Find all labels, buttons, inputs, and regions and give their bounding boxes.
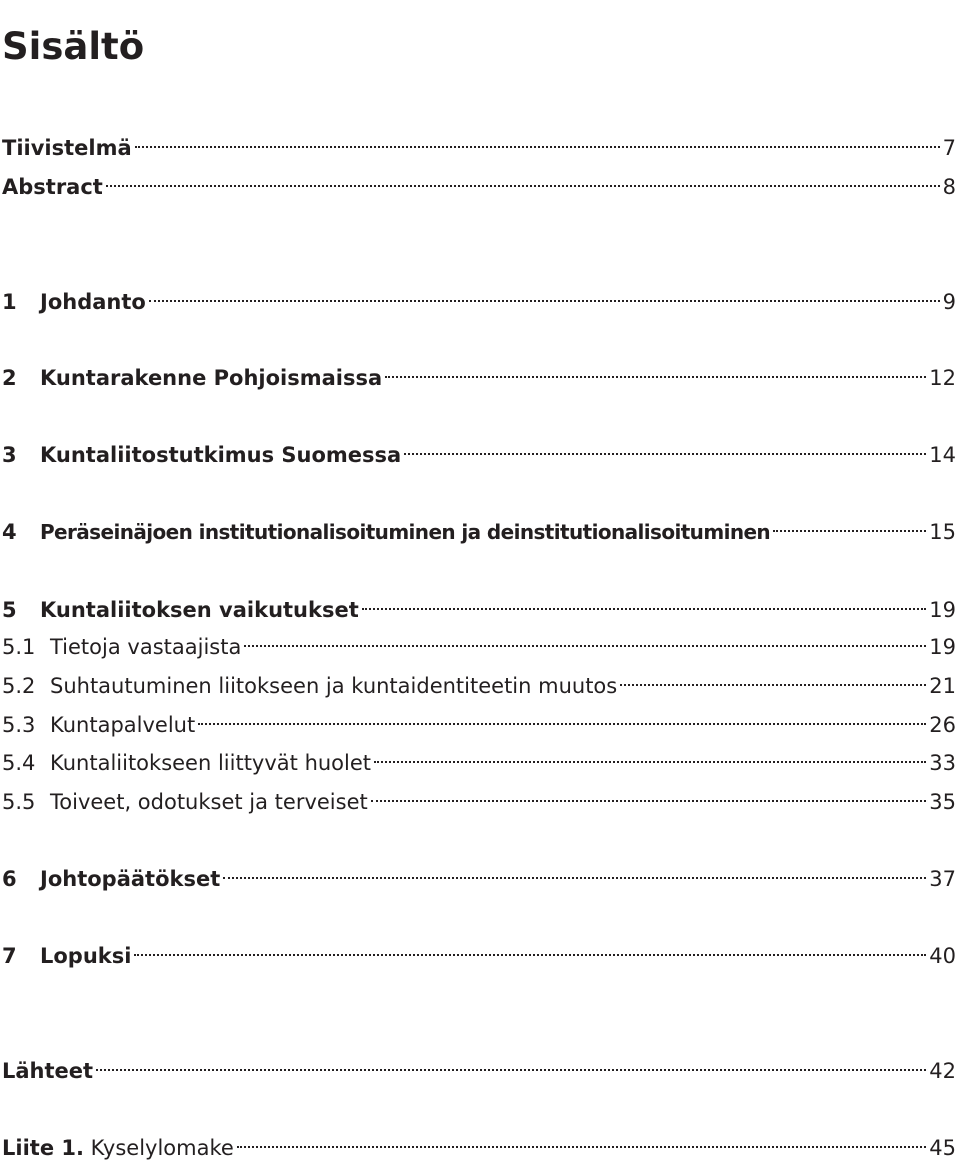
toc-entry-label: Johtopäätökset [40, 867, 221, 891]
dot-leader [620, 665, 926, 693]
toc-entry-number: 5 [2, 598, 17, 622]
dot-leader [773, 511, 926, 539]
toc-entry-number: 4 [2, 520, 17, 544]
toc-page-number: 33 [929, 751, 956, 775]
toc-entry-section-5-2[interactable] [2, 665, 956, 698]
toc-page-number: 40 [929, 944, 956, 968]
toc-entry-label: Peräseinäjoen institutionalisoituminen ja deinstitutionalisoituminen [40, 520, 771, 544]
toc-entry-number: 3 [2, 443, 17, 467]
toc-entry-section-5-5[interactable] [2, 781, 956, 814]
toc-entry-label: Johdanto [40, 290, 146, 314]
toc-entry-number: 5.1 [2, 635, 36, 659]
toc-page-number: 19 [929, 635, 956, 659]
toc-entry-chapter-3[interactable] [2, 434, 956, 467]
toc-page-number: 15 [929, 520, 956, 544]
toc-entry-number: 5.2 [2, 674, 36, 698]
toc-page-number: 9 [942, 290, 956, 314]
toc-entry-chapter-7[interactable] [2, 935, 956, 968]
toc-page-number: 35 [929, 790, 956, 814]
toc-page-number: 37 [929, 867, 956, 891]
toc-entry-label: Tiivistelmä [2, 136, 132, 160]
dot-leader [96, 1050, 926, 1078]
toc-page-number: 14 [929, 443, 956, 467]
dot-leader [374, 742, 926, 770]
dot-leader [135, 127, 940, 155]
toc-page-number: 7 [942, 136, 956, 160]
toc-entry-number: 5.5 [2, 790, 36, 814]
toc-entry-label: Kuntarakenne Pohjoismaissa [40, 366, 383, 390]
dot-leader [244, 626, 926, 654]
toc-entry-section-5-1[interactable] [2, 626, 956, 659]
toc-entry-section-5-3[interactable] [2, 704, 956, 737]
toc-entry-chapter-1[interactable] [2, 281, 956, 314]
page-title: Sisältö [2, 24, 145, 68]
toc-entry-chapter-4[interactable] [2, 511, 956, 544]
toc-entry-number: 5.3 [2, 713, 36, 737]
toc-entry-label: Kuntaliitostutkimus Suomessa [40, 443, 402, 467]
dot-leader [404, 434, 926, 462]
toc-entry-label: Kuntaliitokseen liittyvät huolet [50, 751, 372, 775]
dot-leader [362, 589, 927, 617]
toc-entry-section-5-4[interactable] [2, 742, 956, 775]
toc-entry-label: Abstract [2, 175, 103, 199]
toc-page-number: 45 [929, 1136, 956, 1160]
toc-page-number: 19 [929, 598, 956, 622]
toc-entry-abstract[interactable] [2, 166, 956, 199]
dot-leader [237, 1127, 926, 1155]
toc-page-number: 42 [929, 1059, 956, 1083]
toc-entry-chapter-2[interactable] [2, 357, 956, 390]
toc-entry-chapter-5[interactable] [2, 589, 956, 622]
toc-entry-label: Suhtautuminen liitokseen ja kuntaidentiteetin muutos [50, 674, 618, 698]
toc-page-number: 8 [942, 175, 956, 199]
dot-leader [106, 166, 940, 194]
appendix-prefix: Liite 1. [2, 1136, 84, 1160]
toc-entry-number: 1 [2, 290, 17, 314]
toc-entry-label: Lopuksi [40, 944, 132, 968]
dot-leader [198, 704, 926, 732]
dot-leader [371, 781, 927, 809]
dot-leader [223, 858, 926, 886]
toc-entry-label: Tietoja vastaajista [50, 635, 242, 659]
toc-entry-label: Toiveet, odotukset ja terveiset [50, 790, 368, 814]
toc-entry-tiivistelma[interactable] [2, 127, 956, 160]
toc-entry-number: 7 [2, 944, 17, 968]
toc-entry-label: Kuntaliitoksen vaikutukset [40, 598, 359, 622]
toc-entry-number: 5.4 [2, 751, 36, 775]
toc-page-number: 26 [929, 713, 956, 737]
dot-leader [134, 935, 926, 963]
dot-leader [385, 357, 926, 385]
dot-leader [149, 281, 940, 309]
toc-entry-chapter-6[interactable] [2, 858, 956, 891]
toc-entry-label: Kuntapalvelut [50, 713, 196, 737]
toc-page-number: 21 [929, 674, 956, 698]
appendix-title: Kyselylomake [90, 1136, 234, 1160]
toc-page-number: 12 [929, 366, 956, 390]
toc-entry-label [2, 1134, 234, 1162]
toc-entry-label: Lähteet [2, 1059, 94, 1083]
toc-entry-lahteet[interactable] [2, 1050, 956, 1083]
toc-entry-number: 2 [2, 366, 17, 390]
toc-entry-liite-1[interactable] [2, 1127, 956, 1160]
toc-entry-number: 6 [2, 867, 17, 891]
